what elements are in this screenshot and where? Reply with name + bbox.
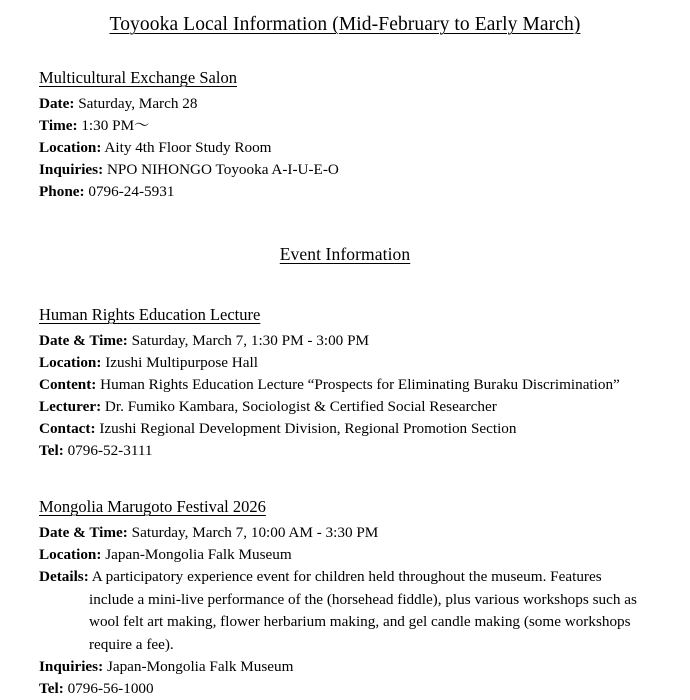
event-0-field-content-label: Content:: [39, 376, 97, 393]
event-0-field-lecturer: [39, 396, 650, 418]
salon-field-time-value: 1:30 PM～: [81, 117, 150, 134]
salon-field-location: [39, 137, 650, 159]
event-0-field-contact-value: Izushi Regional Development Division, Regional Promotion Section: [99, 420, 517, 437]
event-0-field-date-time-value: Saturday, March 7, 1:30 PM - 3:00 PM: [131, 332, 370, 349]
event-0-field-tel-value: 0796-52-3111: [67, 442, 153, 459]
event-1-heading-text: Mongolia Marugoto Festival 2026: [39, 497, 266, 516]
event-0-field-date-time: [39, 330, 650, 352]
salon-heading: [39, 66, 650, 89]
event-1-field-inquiries: [39, 656, 650, 678]
salon-field-phone: [39, 181, 650, 203]
event-1-field-date-time: [39, 522, 650, 544]
event-1-field-details-value: A participatory experience event for children held throughout the museum. Features include a mini-live performance of the (horsehead fiddle), plus various workshops such as wool felt art making, flower herbarium making, and gel candle making (some workshops require a fee).: [89, 568, 637, 653]
event-1-field-details: [39, 566, 650, 656]
event-1-field-tel: [39, 678, 650, 700]
page-title: [0, 0, 690, 38]
section-human-rights-education-lecture: [39, 303, 650, 462]
event-information-heading-text: Event Information: [279, 244, 411, 264]
event-1-field-tel-label: Tel:: [39, 680, 64, 697]
event-1-field-location: [39, 544, 650, 566]
event-1-field-tel-value: 0796-56-1000: [67, 680, 154, 697]
salon-field-phone-label: Phone:: [39, 183, 85, 200]
event-0-field-tel: [39, 440, 650, 462]
event-0-field-contact-label: Contact:: [39, 420, 96, 437]
event-1-field-location-label: Location:: [39, 546, 102, 563]
event-0-field-lecturer-label: Lecturer:: [39, 398, 102, 415]
event-1-field-date-time-label: Date & Time:: [39, 524, 128, 541]
event-0-heading-text: Human Rights Education Lecture: [39, 305, 261, 324]
event-0-field-tel-label: Tel:: [39, 442, 64, 459]
event-0-heading: [39, 303, 650, 326]
section-multicultural-exchange-salon: [39, 66, 650, 203]
event-0-field-location-value: Izushi Multipurpose Hall: [105, 354, 258, 371]
event-1-field-location-value: Japan-Mongolia Falk Museum: [105, 546, 292, 563]
salon-field-date-label: Date:: [39, 95, 75, 112]
salon-field-phone-value: 0796-24-5931: [88, 183, 175, 200]
page-title-text: Toyooka Local Information (Mid-February to Early March): [109, 14, 581, 35]
salon-field-location-value: Aity 4th Floor Study Room: [104, 139, 272, 156]
event-0-field-content-value: Human Rights Education Lecture “Prospects for Eliminating Buraku Discrimination”: [100, 376, 620, 393]
event-1-field-inquiries-label: Inquiries:: [39, 658, 104, 675]
event-0-field-content: [39, 374, 650, 396]
event-information-heading: [0, 242, 690, 266]
event-1-field-details-label: Details:: [39, 568, 89, 585]
salon-field-time-label: Time:: [39, 117, 78, 134]
event-0-field-location-label: Location:: [39, 354, 102, 371]
event-0-field-date-time-label: Date & Time:: [39, 332, 128, 349]
salon-field-date-value: Saturday, March 28: [78, 95, 198, 112]
salon-heading-text: Multicultural Exchange Salon: [39, 68, 237, 87]
salon-field-location-label: Location:: [39, 139, 102, 156]
salon-field-date: [39, 93, 650, 115]
event-1-field-date-time-value: Saturday, March 7, 10:00 AM - 3:30 PM: [131, 524, 379, 541]
event-0-field-lecturer-value: Dr. Fumiko Kambara, Sociologist & Certified Social Researcher: [104, 398, 497, 415]
event-1-heading: [39, 495, 650, 518]
salon-field-inquiries-value: NPO NIHONGO Toyooka A-I-U-E-O: [106, 161, 339, 178]
salon-field-time: [39, 115, 650, 137]
event-1-field-inquiries-value: Japan-Mongolia Falk Museum: [106, 658, 294, 675]
salon-field-inquiries-label: Inquiries:: [39, 161, 104, 178]
event-0-field-location: [39, 352, 650, 374]
salon-field-inquiries: [39, 159, 650, 181]
event-0-field-contact: [39, 418, 650, 440]
section-mongolia-marugoto-festival: [39, 495, 650, 700]
